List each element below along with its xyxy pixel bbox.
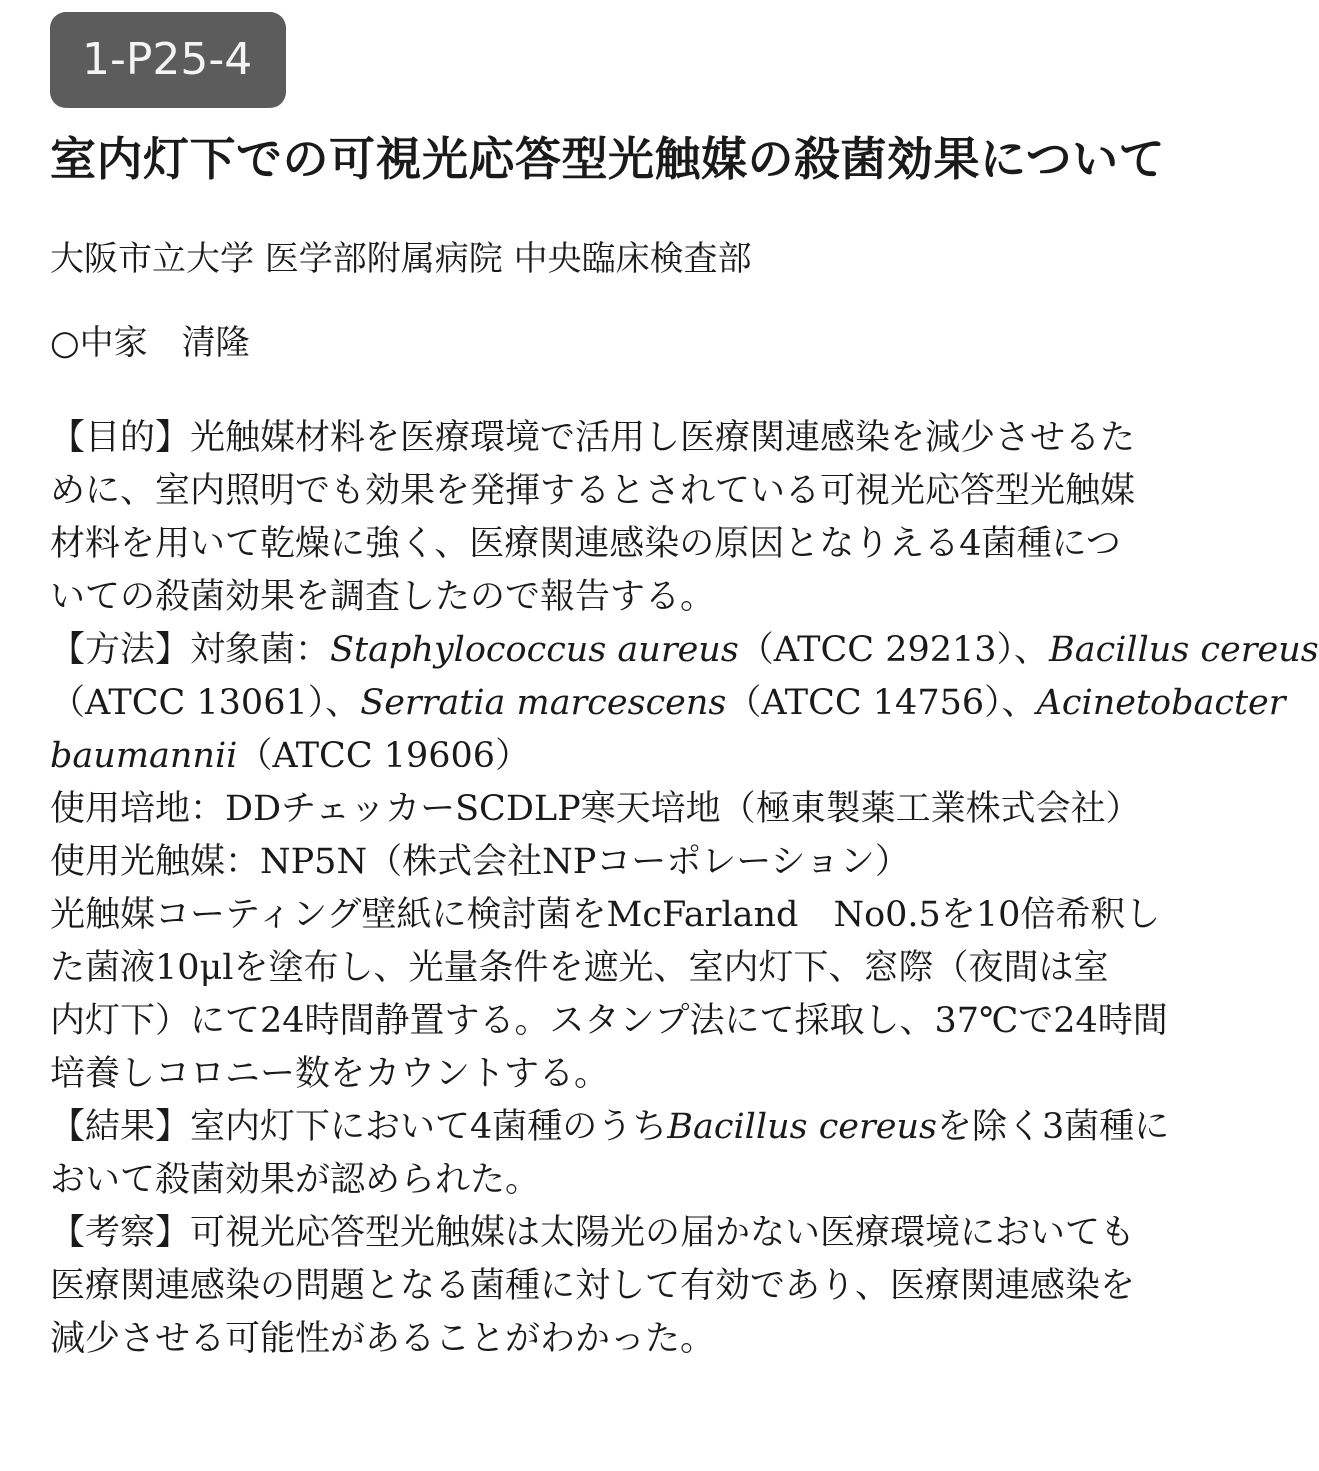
organism-name: Acinetobacter bbox=[1036, 683, 1286, 723]
purpose-line: 材料を用いて乾燥に強く、医療関連感染の原因となりえる4菌種につ bbox=[50, 524, 1121, 564]
discussion-label: 【考察】 bbox=[50, 1213, 191, 1253]
author: ○中家 清隆 bbox=[50, 323, 250, 363]
organism-name: Serratia marcescens bbox=[360, 683, 727, 723]
results-line bbox=[50, 1101, 1265, 1154]
organism-name: Bacillus cereus bbox=[667, 1107, 937, 1147]
purpose-line bbox=[50, 412, 1265, 465]
strain-id: （ATCC 29213）、 bbox=[738, 630, 1050, 670]
organism-name: baumannii bbox=[50, 736, 238, 776]
abstract-body bbox=[50, 412, 1319, 1366]
procedure-line: 内灯下）にて24時間静置する。スタンプ法にて採取し、37℃で24時間 bbox=[50, 1001, 1168, 1041]
results-text: 室内灯下において4菌種のうち bbox=[190, 1107, 668, 1147]
discussion-line: 医療関連感染の問題となる菌種に対して有効であり、医療関連感染を bbox=[50, 1266, 1136, 1306]
abstract-title: 室内灯下での可視光応答型光触媒の殺菌効果について bbox=[50, 132, 1166, 186]
photocatalyst-line: 使用光触媒：NP5N（株式会社NPコーポレーション） bbox=[50, 842, 910, 882]
results-line: おいて殺菌効果が認められた。 bbox=[50, 1160, 541, 1200]
medium-line: 使用培地：DDチェッカーSCDLP寒天培地（極東製薬工業株式会社） bbox=[50, 789, 1141, 829]
methods-line bbox=[50, 677, 1286, 730]
discussion-line bbox=[50, 1207, 1265, 1260]
target-label: 対象菌： bbox=[190, 630, 331, 670]
purpose-line: めに、室内照明でも効果を発揮するとされている可視光応答型光触媒 bbox=[50, 471, 1136, 511]
procedure-line: 培養しコロニー数をカウントする。 bbox=[50, 1054, 609, 1094]
results-text: を除く3菌種に bbox=[936, 1107, 1170, 1147]
session-code-badge: 1-P25-4 bbox=[50, 12, 286, 108]
methods-line bbox=[50, 730, 1265, 783]
discussion-text: 可視光応答型光触媒は太陽光の届かない医療環境においても bbox=[190, 1213, 1136, 1253]
results-label: 【結果】 bbox=[50, 1107, 191, 1147]
methods-line bbox=[50, 624, 1319, 677]
purpose-label: 【目的】 bbox=[50, 418, 191, 458]
strain-id: （ATCC 13061）、 bbox=[50, 683, 361, 723]
organism-name: Staphylococcus aureus bbox=[330, 630, 739, 670]
procedure-line: 光触媒コーティング壁紙に検討菌をMcFarland No0.5を10倍希釈し bbox=[50, 895, 1161, 935]
strain-id: （ATCC 19606） bbox=[237, 736, 531, 776]
purpose-text: 光触媒材料を医療環境で活用し医療関連感染を減少させるた bbox=[190, 418, 1136, 458]
affiliation: 大阪市立大学 医学部附属病院 中央臨床検査部 bbox=[50, 239, 752, 279]
organism-name: Bacillus cereus bbox=[1049, 630, 1319, 670]
procedure-line: た菌液10μlを塗布し、光量条件を遮光、室内灯下、窓際（夜間は室 bbox=[50, 948, 1109, 988]
discussion-line: 減少させる可能性があることがわかった。 bbox=[50, 1319, 716, 1359]
strain-id: （ATCC 14756）、 bbox=[726, 683, 1037, 723]
purpose-line: いての殺菌効果を調査したので報告する。 bbox=[50, 577, 716, 617]
methods-label: 【方法】 bbox=[50, 630, 191, 670]
